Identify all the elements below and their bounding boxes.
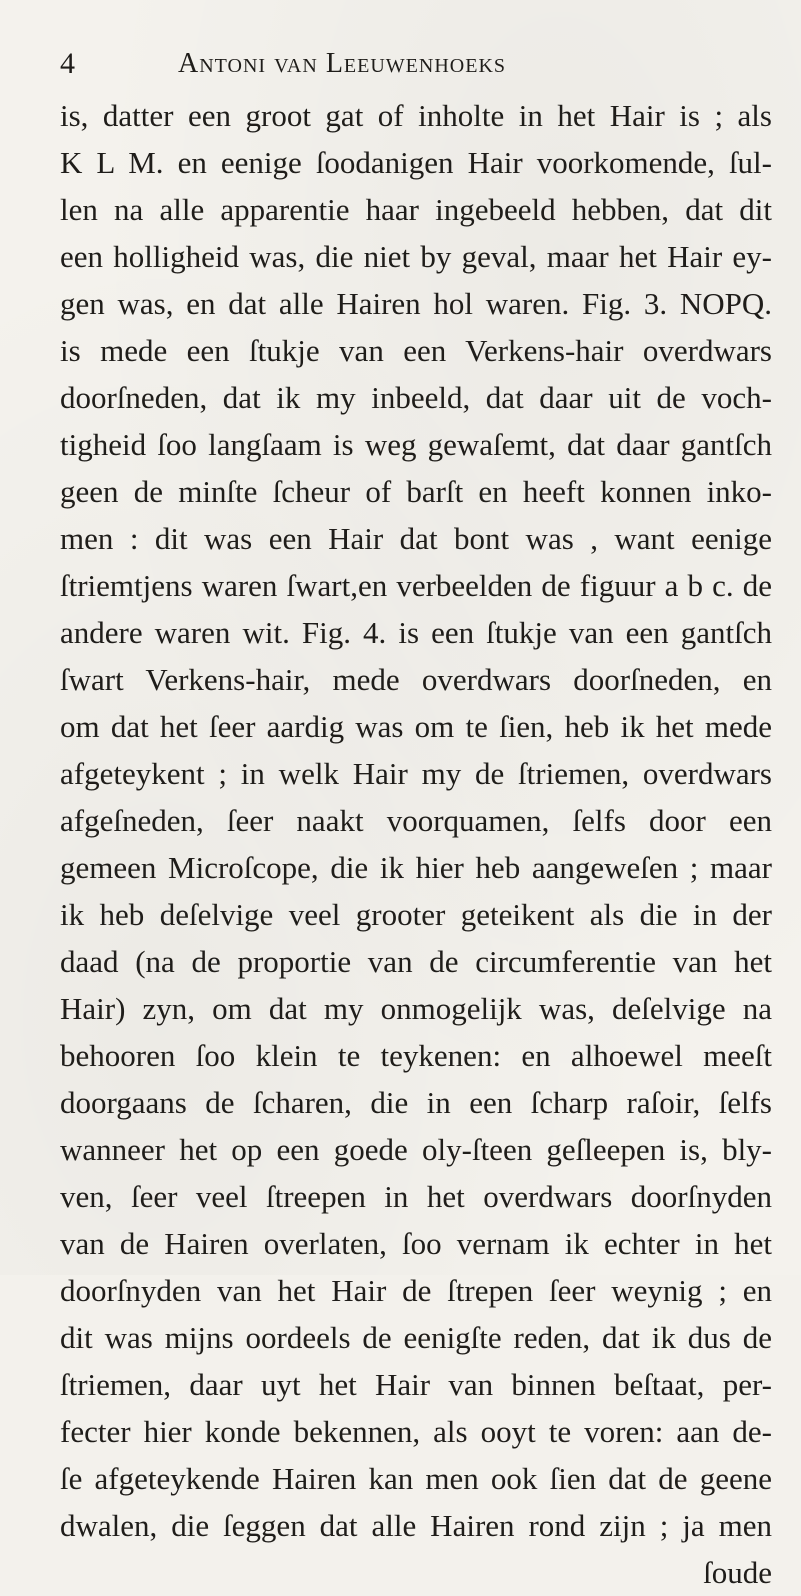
text-line: geen de minſte ſcheur of barſt en heeft konnen inko- <box>60 474 772 509</box>
running-head: Antoni van Leeuwenhoeks <box>178 48 507 79</box>
text-line: is mede een ſtukje van een Verkens-hair overdwars <box>60 333 772 368</box>
text-line: van de Hairen overlaten, ſoo vernam ik echter in het <box>60 1226 772 1261</box>
text-line: K L M. en eenige ſoodanigen Hair voorkomende, ſul- <box>60 145 772 180</box>
text-line: is, datter een groot gat of inholte in het Hair is ; als <box>60 98 772 133</box>
text-line: gemeen Microſcope, die ik hier heb aangeweſen ; maar <box>60 850 772 885</box>
page-number: 4 <box>60 47 75 80</box>
catchword: ſoude <box>703 1555 772 1590</box>
text-line: wanneer het op een goede oly-ſteen geſleepen is, bly- <box>60 1132 772 1167</box>
text-line: daad (na de proportie van de circumferentie van het <box>60 944 772 979</box>
text-line: len na alle apparentie haar ingebeeld hebben, dat dit <box>60 192 772 227</box>
text-line: ven, ſeer veel ſtreepen in het overdwars doorſnyden <box>60 1179 772 1214</box>
text-line: Hair) zyn, om dat my onmogelijk was, deſelvige na <box>60 991 772 1026</box>
text-line: men : dit was een Hair dat bont was , want eenige <box>60 521 772 556</box>
text-line: doorſneden, dat ik my inbeeld, dat daar uit de voch- <box>60 380 772 415</box>
text-line: ſwart Verkens-hair, mede overdwars doorſneden, en <box>60 662 772 697</box>
text-line: om dat het ſeer aardig was om te ſien, heb ik het mede <box>60 709 772 744</box>
text-line: ik heb deſelvige veel grooter geteikent als die in der <box>60 897 772 932</box>
text-line: behooren ſoo klein te teykenen: en alhoewel meeſt <box>60 1038 772 1073</box>
text-line: ſe afgeteykende Hairen kan men ook ſien dat de geene <box>60 1461 772 1496</box>
text-line: fecter hier konde bekennen, als ooyt te voren: aan de- <box>60 1414 772 1449</box>
body-text <box>60 92 772 1596</box>
text-line: doorgaans de ſcharen, die in een ſcharp raſoir, ſelfs <box>60 1085 772 1120</box>
text-line: tigheid ſoo langſaam is weg gewaſemt, dat daar gantſch <box>60 427 772 462</box>
text-line: dit was mijns oordeels de eenigſte reden, dat ik dus de <box>60 1320 772 1355</box>
text-line: ſtriemen, daar uyt het Hair van binnen beſtaat, per- <box>60 1367 772 1402</box>
text-line: een holligheid was, die niet by geval, maar het Hair ey- <box>60 239 772 274</box>
text-line: ſtriemtjens waren ſwart,en verbeelden de figuur a b c. de <box>60 568 772 603</box>
text-line: andere waren wit. Fig. 4. is een ſtukje van een gantſch <box>60 615 772 650</box>
text-line: afgeſneden, ſeer naakt voorquamen, ſelfs door een <box>60 803 772 838</box>
text-line: afgeteykent ; in welk Hair my de ſtriemen, overdwars <box>60 756 772 791</box>
page-header <box>0 44 801 84</box>
text-line: gen was, en dat alle Hairen hol waren. Fig. 3. NOPQ. <box>60 286 772 321</box>
text-line: doorſnyden van het Hair de ſtrepen ſeer weynig ; en <box>60 1273 772 1308</box>
text-line: dwalen, die ſeggen dat alle Hairen rond zijn ; ja men <box>60 1508 772 1543</box>
